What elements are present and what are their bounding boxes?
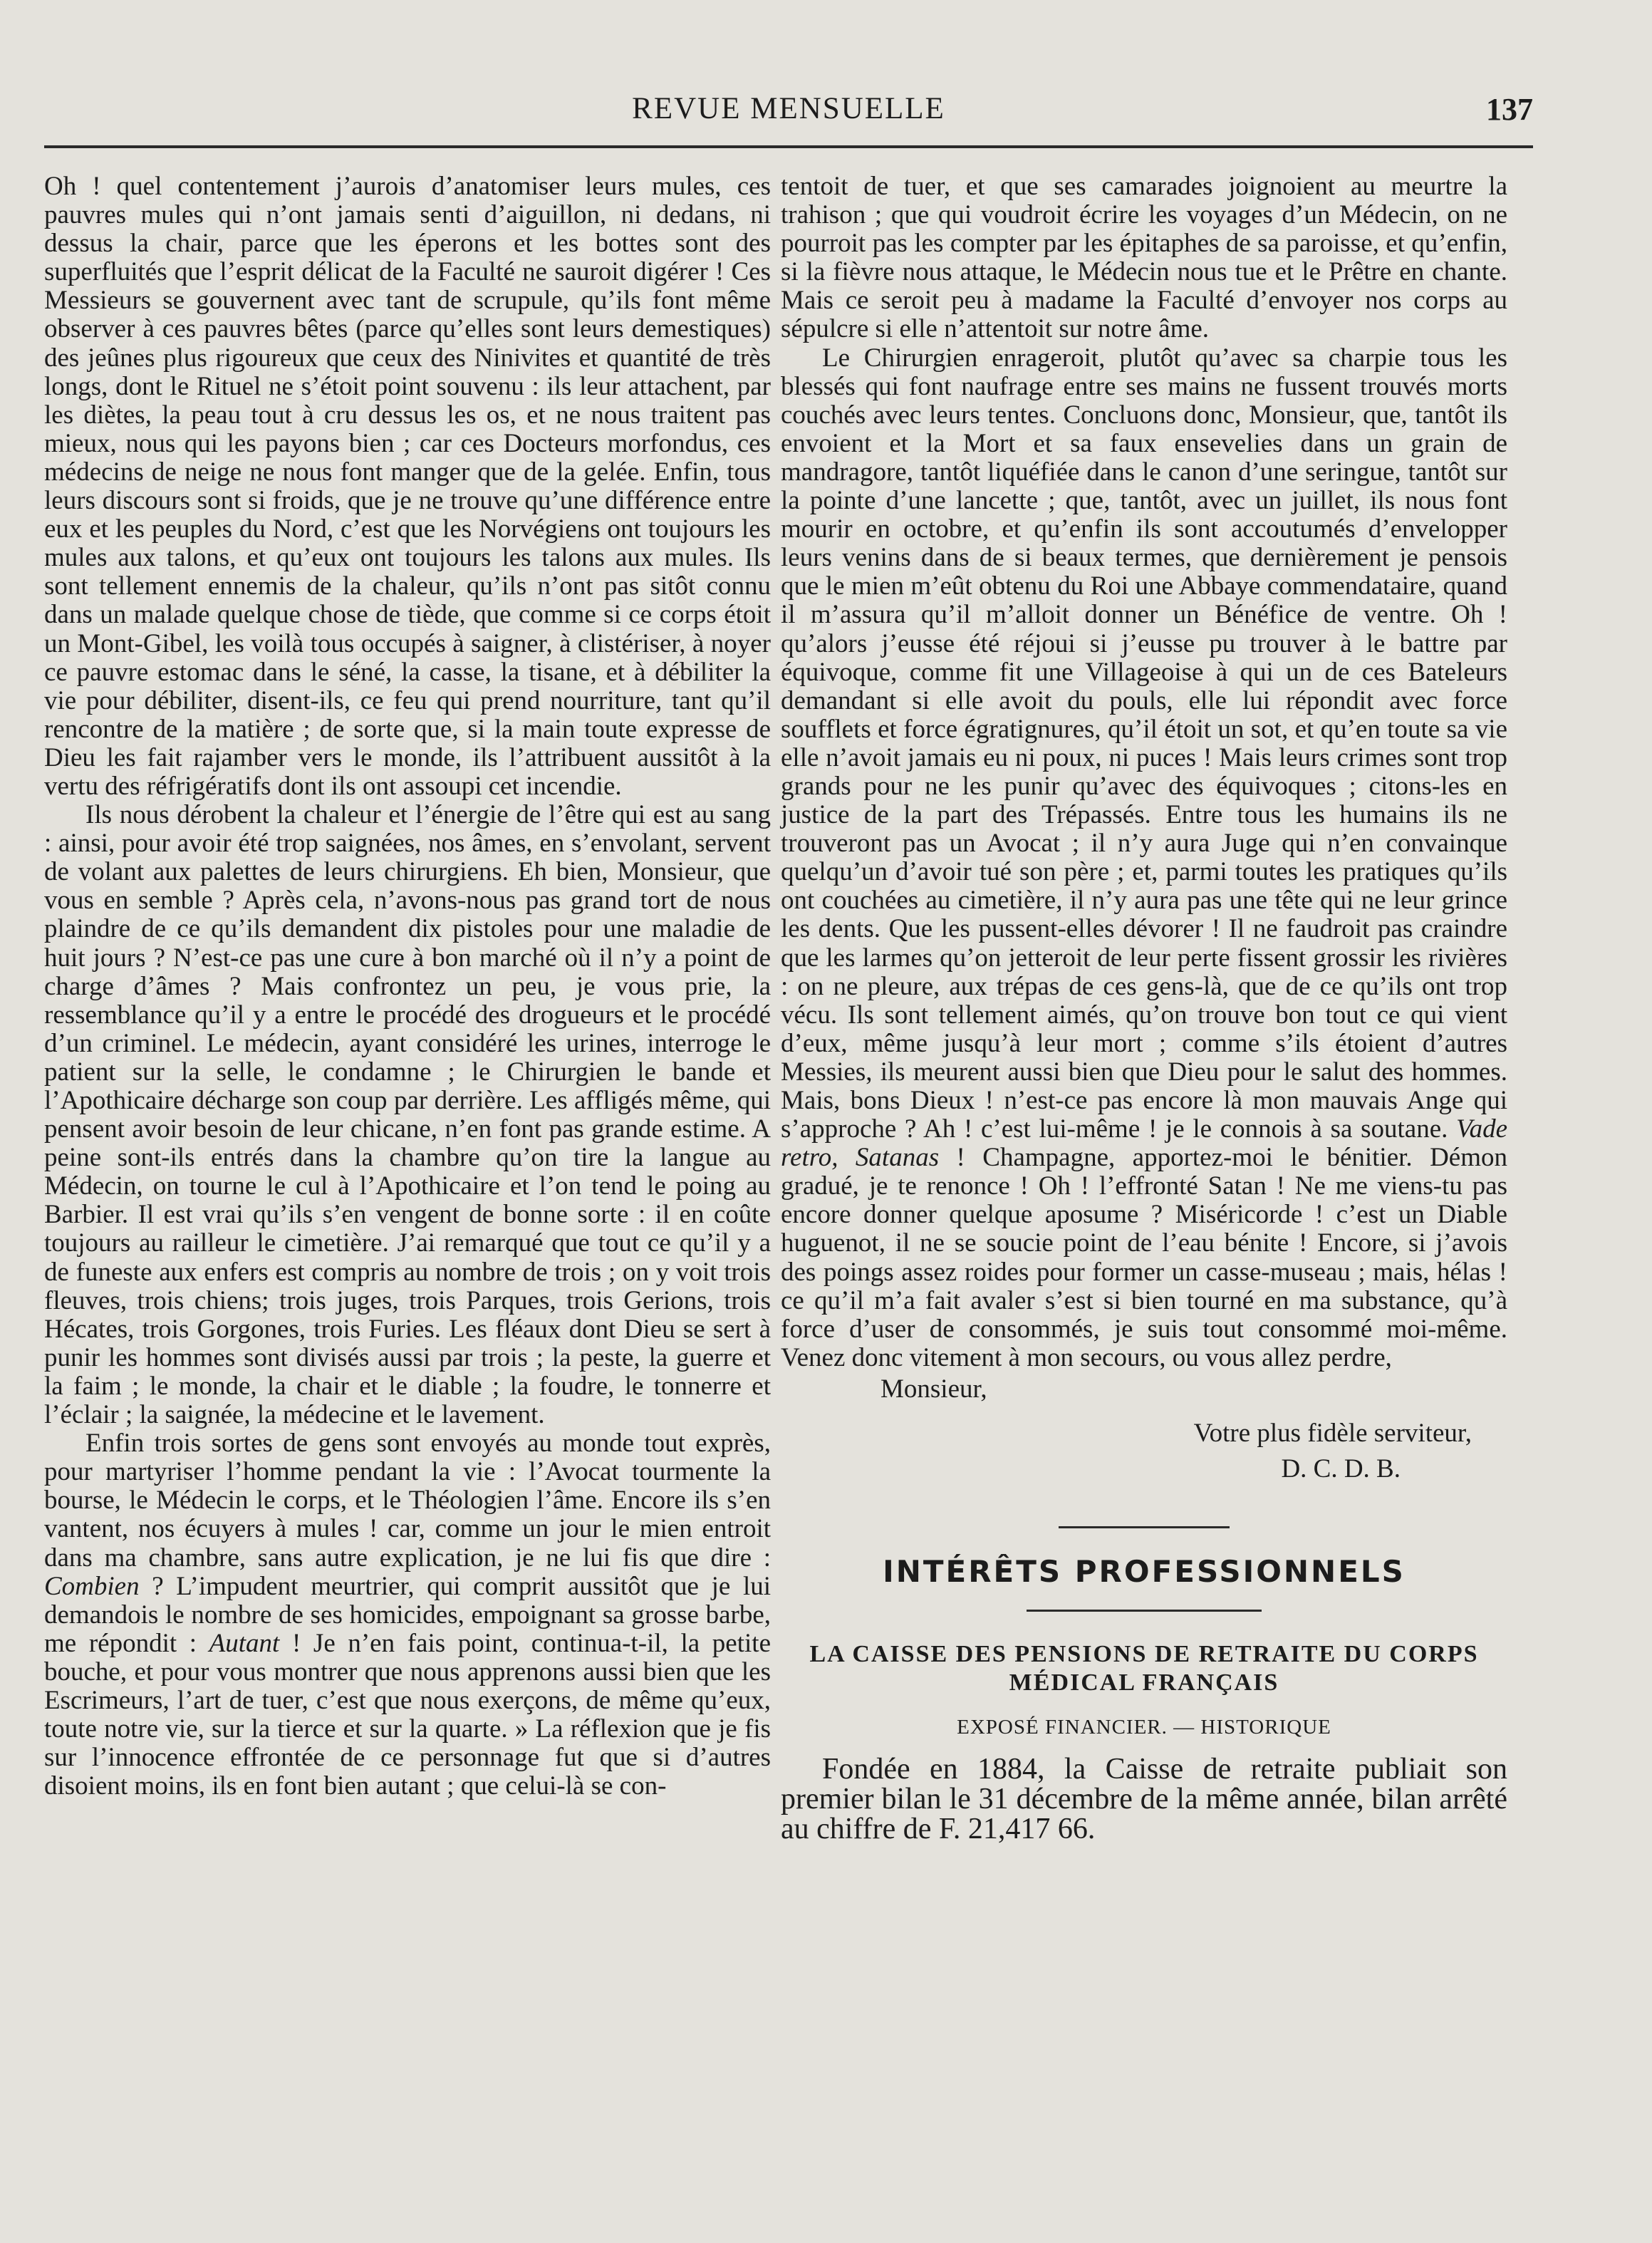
left-paragraph-3-text-a: Enfin trois sortes de gens sont envoyés au monde tout exprès, pour martyriser l’homme pendant la vie : l’Avocat tourmente la bourse, le Médecin le corps, et le Théologien l’âme. Encore ils s’en vantent, nos écuyers à mules ! car, comme un jour le mien entroit dans ma chambre, sans autre explication, je ne lui fis que dire :: [44, 1429, 771, 1573]
left-column: [44, 172, 771, 1801]
section-title: INTÉRÊTS PROFESSIONNELS: [883, 1554, 1406, 1590]
article-subtitle: EXPOSÉ FINANCIER. — HISTORIQUE: [957, 1716, 1331, 1739]
left-paragraph-2: Ils nous dérobent la chaleur et l’énergie de l’être qui est au sang : ainsi, pour avoir été trop saignées, nos âmes, en s’envolant, servent de volant aux palettes de leurs chirurgiens. Eh bien, Monsieur, que vous en semble ? Après cela, n’avons-nous pas grand tort de nous plaindre de ce qu’ils demandent dix pistoles pour une maladie de huit jours ? N’est-ce pas une cure à bon marché où il n’y a point de charge d’âmes ? Mais confrontez un peu, je vous prie, la ressemblance qu’il y a entre le procédé des drogueurs et le procédé d’un criminel. Le médecin, ayant considéré les urines, interroge le patient sur la selle, le condamne ; le Chirurgien le bande et l’Apothicaire décharge son coup par derrière. Les affligés même, qui pensent avoir besoin de leur chicane, n’en font pas grande estime. A peine sont-ils entrés dans la chambre qu’on tire la langue au Médecin, on tourne le cul à l’Apothicaire et l’on tend le poing au Barbier. Il est vrai qu’ils s’en vengent de bonne sorte : il en coûte toujours au railleur le cimetière. J’ai remarqué que tout ce qu’il y a de funeste aux enfers est compris au nombre de trois ; on y voit trois fleuves, trois chiens; trois juges, trois Parques, trois Gerions, trois Hécates, trois Gorgones, trois Furies. Les fléaux dont Dieu se sert à punir les hommes sont divisés aussi par trois ; la peste, la guerre et la faim ; le monde, la chair et le diable ; la foudre, le tonnerre et l’éclair ; la saignée, la médecine et le lavement.: [44, 800, 771, 1430]
emphasis-combien: Combien: [44, 1571, 140, 1601]
right-paragraph-1: tentoit de tuer, et que ses camarades joignoient au meurtre la trahison ; que qui voudroit écrire les voyages d’un Médecin, on ne pourroit pas les compter par les épitaphes de sa paroisse, et qu’enfin, si la fièvre nous attaque, le Médecin nous tue et le Prêtre en chante. Mais ce seroit peu à madame la Faculté d’envoyer nos corps au sépulcre si elle n’attentoit sur notre âme.: [781, 172, 1507, 344]
emphasis-autant: Autant: [209, 1628, 280, 1658]
letter-signoff: Votre plus fidèle serviteur,: [1193, 1419, 1472, 1449]
header-rule: [44, 145, 1533, 148]
left-paragraph-3: [44, 1429, 771, 1801]
page-header: [44, 91, 1533, 134]
emphasis-vade-retro: Vade retro, Satanas: [781, 1114, 1507, 1173]
article-title: LA CAISSE DES PENSIONS DE RETRAITE DU CORPS MÉDICAL FRANÇAIS: [809, 1641, 1479, 1697]
section-separator: [1059, 1526, 1230, 1528]
letter-initials: D. C. D. B.: [1281, 1454, 1401, 1484]
letter-salutation: Monsieur,: [880, 1374, 987, 1404]
right-paragraph-2-text-b: ! Champagne, apportez-moi le bénitier. Démon gradué, je te renonce ! Oh ! l’effronté Satan ! Ne me viens-tu pas encore donner quelque aposume ? Miséricorde ! c’est un Diable huguenot, il ne se soucie point de l’eau bénite ! Encore, si j’avois des poings assez roides pour former un casse-museau ; mais, hélas ! ce qu’il m’a fait avaler s’est si bien tourné en ma substance, qu’à force d’user de consommés, je suis tout consommé moi-même. Venez donc vitement à mon secours, ou vous allez perdre,: [781, 1143, 1507, 1372]
section-title-underline: [1027, 1610, 1262, 1612]
running-title: REVUE MENSUELLE: [632, 92, 945, 125]
left-paragraph-3-text-c: ! Je n’en fais point, continua-t-il, la petite bouche, et pour vous montrer que nous apprenons aussi bien que les Escrimeurs, l’art de tuer, c’est que nous exerçons, de même qu’eux, toute notre vie, sur la tierce et sur la quarte. » La réflexion que je fis sur l’innocence effrontée de ce personnage fut que si d’autres disoient moins, ils en font bien autant ; que celui-là se con-: [44, 1628, 771, 1801]
right-column: [781, 172, 1507, 1844]
article-lead-paragraph: Fondée en 1884, la Caisse de retraite publiait son premier bilan le 31 décembre de la même année, bilan arrêté au chiffre de F. 21,417 66.: [781, 1753, 1507, 1846]
left-paragraph-3-text-b: ? L’impudent meurtrier, qui comprit aussitôt que je lui demandois le nombre de ses homicides, empoignant sa grosse barbe, me répondit :: [44, 1571, 771, 1658]
left-paragraph-1: Oh ! quel contentement j’aurois d’anatomiser leurs mules, ces pauvres mules qui n’ont jamais senti d’aiguillon, ni dedans, ni dessus la chair, parce que les éperons et les bottes sont des superfluités que l’esprit délicat de la Faculté ne sauroit digérer ! Ces Messieurs se gouvernent avec tant de scrupule, qu’ils font même observer à ces pauvres bêtes (parce qu’elles sont leurs demestiques) des jeûnes plus rigoureux que ceux des Ninivites et quantité de très longs, dont le Rituel ne s’étoit point souvenu : ils leur attachent, par les diètes, la peau tout à cru dessus les os, et ne nous traitent pas mieux, nous qui les payons bien ; car ces Docteurs morfondus, ces médecins de neige ne nous font manger que de la gelée. Enfin, tous leurs discours sont si froids, que je ne trouve qu’une différence entre eux et les peuples du Nord, c’est que les Norvégiens ont toujours les mules aux talons, et qu’eux ont toujours les talons aux mules. Ils sont tellement ennemis de la chaleur, qu’ils n’ont pas sitôt connu dans un malade quelque chose de tiède, que comme si ce corps étoit un Mont-Gibel, les voilà tous occupés à saigner, à clistériser, à noyer ce pauvre estomac dans le séné, la casse, la tisane, et à débiliter la vie pour débiliter, disent-ils, ce feu qui prend nourriture, tant qu’il rencontre de la matière ; de sorte que, si la main toute expresse de Dieu les fait rajamber vers le monde, ils l’attribuent aussitôt à la vertu des réfrigératifs dont ils ont assoupi cet incendie.: [44, 172, 771, 801]
right-paragraph-2-text-a: Le Chirurgien enrageroit, plutôt qu’avec sa charpie tous les blessés qui font naufrage entre ses mains ne fussent trouvés morts couchés avec leurs tentes. Concluons donc, Monsieur, que, tantôt ils envoient et la Mort et sa faux ensevelies dans un grain de mandragore, tantôt liquéfiée dans le canon d’une seringue, tantôt sur la pointe d’une lancette ; que, tantôt, avec un juillet, ils nous font mourir en octobre, et qu’enfin ils sont accoutumés d’envelopper leurs venins dans de si beaux termes, que dernièrement je pensois que le mien m’eût obtenu du Roi une Abbaye commendataire, quand il m’assura qu’il m’alloit donner un Bénéfice de ventre. Oh ! qu’alors j’eusse été réjoui si j’eusse pu trouver à le battre par équivoque, comme fit une Villageoise à qui un de ces Bateleurs demandant si elle avoit du pouls, elle lui répondit avec force soufflets et force égratignures, qu’il étoit un sot, et qu’en toute sa vie elle n’avoit jamais eu ni poux, ni puces ! Mais leurs crimes sont trop grands pour ne les punir qu’avec des équivoques ; citons-les en justice de la part des Trépassés. Entre tous les humains ils ne trouveront pas un Avocat ; il n’y aura Juge qui n’en convainque quelqu’un d’avoir tué son père ; et, parmi toutes les pratiques qu’ils ont couchées au cimetière, il n’y aura pas une tête qui ne leur grince les dents. Que les pussent-elles dévorer ! Il ne faudroit pas craindre que les larmes qu’on jetteroit de leur perte fissent grossir les rivières : on ne pleure, aux trépas de ces gens-là, que de ce qu’ils ont trop vécu. Ils sont tellement aimés, qu’on trouve bon tout ce qui vient d’eux, même jusqu’à leur mort ; comme s’ils étoient d’autres Messies, ils meurent aussi bien que Dieu pour le salut des hommes. Mais, bons Dieux ! n’est-ce pas encore là mon mauvais Ange qui s’approche ? Ah ! c’est lui-même ! je le connois à sa soutane.: [781, 343, 1507, 1144]
right-paragraph-2: [781, 344, 1507, 1372]
page-number: 137: [1486, 92, 1533, 127]
